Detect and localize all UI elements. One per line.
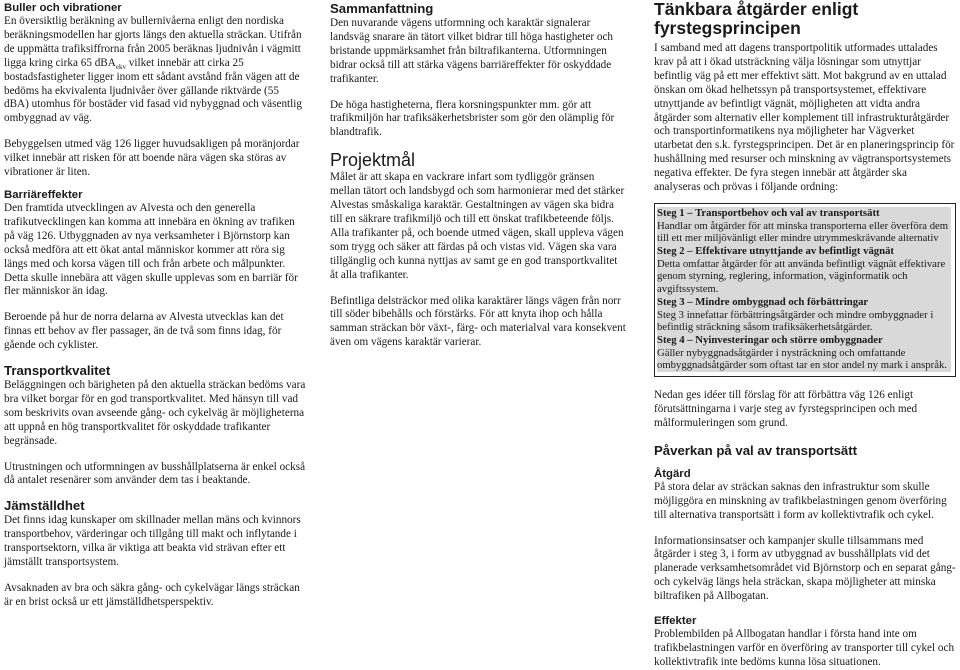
paragraph-jamstalldhet: Det finns idag kunskaper om skillnader mellan mäns och kvinnors transportbehov, värderingar och tillgång till makt och inflytande i transportsektorn, vilka är viktiga att beakta vid strävan efter ett jämställt transportsystem. <box>4 514 301 569</box>
paragraph-avsaknaden: Avsaknaden av bra och säkra gång- och cykelvägar längs sträckan är en brist också ur ett jämställdhetsperspektiv. <box>4 582 300 608</box>
step-text: Detta omfattar åtgärder för att använda befintligt vägnät effektivare genom styrning, reglering, information, väginformatik och avgiftssystem. <box>657 257 946 296</box>
paragraph-bebyggelsen: Bebyggelsen utmed väg 126 ligger huvudsakligen på moränjordar vilket innebär att risken för att boende nära vägen ska störas av vibrationer är liten. <box>4 138 300 179</box>
paragraph-effekter: Problembilden på Allbogatan handlar i första hand inte om trafikbelastningen varför en överföring av transporter till cykel och kollektivtrafik inte bedöms kunna lösa situationen. <box>654 628 955 668</box>
paragraph-atgard: På stora delar av sträckan saknas den infrastruktur som skulle möjliggöra en minskning av trafikbelastningen genom överföring till alternativa transportsätt i form av kollektivtrafik och cykel. <box>654 480 947 521</box>
paragraph-befintliga: Befintliga delsträckor med olika karaktärer längs vägen från norr till söder bibehålls och förstärks. För att knyta ihop och hålla samman sträckan bör växt-, färg- och materialval vara konsekvent även om vägens karaktär varierar. <box>330 294 626 349</box>
column-middle <box>330 0 626 350</box>
paragraph-information: Informationsinsatser och kampanjer skulle tillsammans med åtgärder i steg 3, i form av utbyggnad av busshållplats vid det planerade verksamhetsområdet vid Björnstorp och en separat gång- och cykelväg längs hela sträckan, skapa möjligheter att minska biltrafiken på Allbogatan. <box>654 534 956 603</box>
heading-sammanfattning: Sammanfattning <box>330 1 434 16</box>
paragraph-isamband: I samband med att dagens transportpolitik utformades uttalades krav på att i ökad utsträckning välja lösningar som utnyttjar befintlig väg på ett mer effektivt sätt. Mot bakgrund av en uttalad önskan om ökad helhetssyn på transportsystemet, effektivare utnyttjande av befintligt vägnät, möjligheten att vidta andra åtgärder som alternativ eller komplement till infrastrukturåtgärder och transportinformatikens nya möjligheter har Vägverket utarbetat den s.k. fyrstegsprincipen. Det är en planeringsprincip för hushållning med resurser och minskning av vägtransportsystemets negativa effekter. De fyra stegen innebär att åtgärder ska analyseras och prövas i följande ordning: <box>654 42 955 194</box>
step-item <box>657 207 951 245</box>
step-text: Gäller nybyggnadsåtgärder i nysträckning och omfattande ombyggnadsåtgärder som oftast tar en stor andel ny mark i anspråk. <box>657 346 947 372</box>
paragraph-utrustningen: Utrustningen och utformningen av busshållplatserna är enkel också då antalet resenärer som använder dem tas i beaktande. <box>4 460 306 487</box>
paragraph-barriareffekter: Den framtida utvecklingen av Alvesta och den generella trafikutvecklingen kan komma att innebära en ökning av trafiken på väg 126. Utbyggnaden av nya verksamheter i Björnstorp kan också medföra att ett ökat antal människor kommer att röra sig längs med och korsa vägen till och från arbete och målpunkter. Detta skulle innebära att vägen skulle upplevas som en barriär för fler människor än idag. <box>4 201 298 298</box>
heading-atgard: Åtgärd <box>654 467 691 480</box>
heading-buller: Buller och vibrationer <box>4 2 122 14</box>
heading-effekter: Effekter <box>654 615 697 628</box>
column-left <box>4 0 306 610</box>
paragraph-beroende: Beroende på hur de norra delarna av Alvesta utvecklas kan det finnas ett behov av fler passager, än de två som finns idag, för gående och cyklister. <box>4 311 284 352</box>
step-item <box>657 245 951 296</box>
heading-transportkvalitet: Transportkvalitet <box>4 363 111 379</box>
paragraph-buller-part-a: En översiktlig beräkning av bullernivåerna enligt den nordiska beräkningsmodellen har gjorts längs den aktuella sträckan. Utifrån de uppmätta trafiksiffrorna från 2005 beräknas ljudnivån i vägmitt ligga kring cirka 65 dBA <box>4 15 302 69</box>
paragraph-buller-part-b: vilket innebär att cirka 25 bostadsfastigheter ligger inom ett sådant avstånd från vägen att de bedöms ha ekvivalenta ljudnivåer över gällande riktvärde (55 dBA) utomhus för bostäder vid fasad vid nybyggnad och väsentlig ombyggnad av väg. <box>4 56 302 125</box>
heading-jamstalldhet: Jämställdhet <box>4 498 85 514</box>
paragraph-buller <box>4 15 306 126</box>
paragraph-projektmal: Målet är att skapa en vackrare infart som tydliggör gränsen mellan tätort och landsbygd och som harmonierar med det stärker Alvestas småskaliga karaktär. Gestaltningen av vägen ska bidra till en säkrare trafikmiljö och till ett önskat trafikbeteende följs. Alla trafikanter på, och boende utmed vägen, skall uppleva vägen som trygg och säker att färdas på och vistas vid. Vägen ska vara tillgänglig och kunna nyttjas av samt ge en god transportkvalitet åt alla trafikanter. <box>330 171 625 281</box>
step-title: Steg 2 – Effektivare utnyttjande av befintligt vägnät <box>657 245 894 258</box>
heading-projektmal: Projektmål <box>330 150 416 171</box>
step-item <box>657 334 951 372</box>
dba-subscript: ekv <box>115 62 126 71</box>
paragraph-sammanfattning: Den nuvarande vägens utformning och karaktär signalerar landsväg snarare än tätort vilket bidrar till höga hastigheter och bristande uppmärksamhet från biltrafikanterna. Utformningen bidrar också till att stärka vägens barriäreffekter för oskyddade trafikanter. <box>330 17 614 85</box>
steps-list <box>657 207 951 372</box>
heading-barriareffekter: Barriäreffekter <box>4 188 83 201</box>
step-title: Steg 3 – Mindre ombyggnad och förbättringar <box>657 295 869 308</box>
paragraph-transportkvalitet: Beläggningen och bärigheten på den aktuella sträckan bedöms vara bra vilket borgar för en god transportkvalitet. Med hänsyn till vad som beskrivits ovan avseende gång- och cykelväg är möjligheterna att uppnå en hög transportkvalitet för oskyddade trafikanter begränsade. <box>4 379 306 447</box>
paragraph-hastigheterna: De höga hastigheterna, flera korsningspunkter mm. gör att trafikmiljön har trafiksäkerhetsbrister som gör den olämplig för blandtrafik. <box>330 98 615 139</box>
step-title: Steg 4 – Nyinvesteringar och större ombyggnader <box>657 334 883 346</box>
step-title: Steg 1 – Transportbehov och val av transportsätt <box>657 206 880 219</box>
column-right <box>654 0 956 670</box>
step-item <box>657 296 951 334</box>
step-text: Handlar om åtgärder för att minska transporterna eller överföra dem till ett mer miljövänligt eller mindre utrymmeskrävande alternativ <box>657 219 949 245</box>
step-text: Steg 3 innefattar förbättringsåtgärder och mindre ombyggnader i befintlig sträckning såsom trafiksäkerhetsåtgärder. <box>657 308 934 334</box>
heading-tankbara-atgarder: Tänkbara åtgärder enligt fyrstegsprincipen <box>654 0 859 38</box>
paragraph-nedan: Nedan ges idéer till förslag för att förbättra väg 126 enligt förutsättningarna i varje steg av fyrstegsprincipen och med målformuleringen som grund. <box>654 389 918 429</box>
fyrstegsprincipen-box <box>654 203 956 377</box>
heading-paverkan: Påverkan på val av transportsätt <box>654 442 858 458</box>
